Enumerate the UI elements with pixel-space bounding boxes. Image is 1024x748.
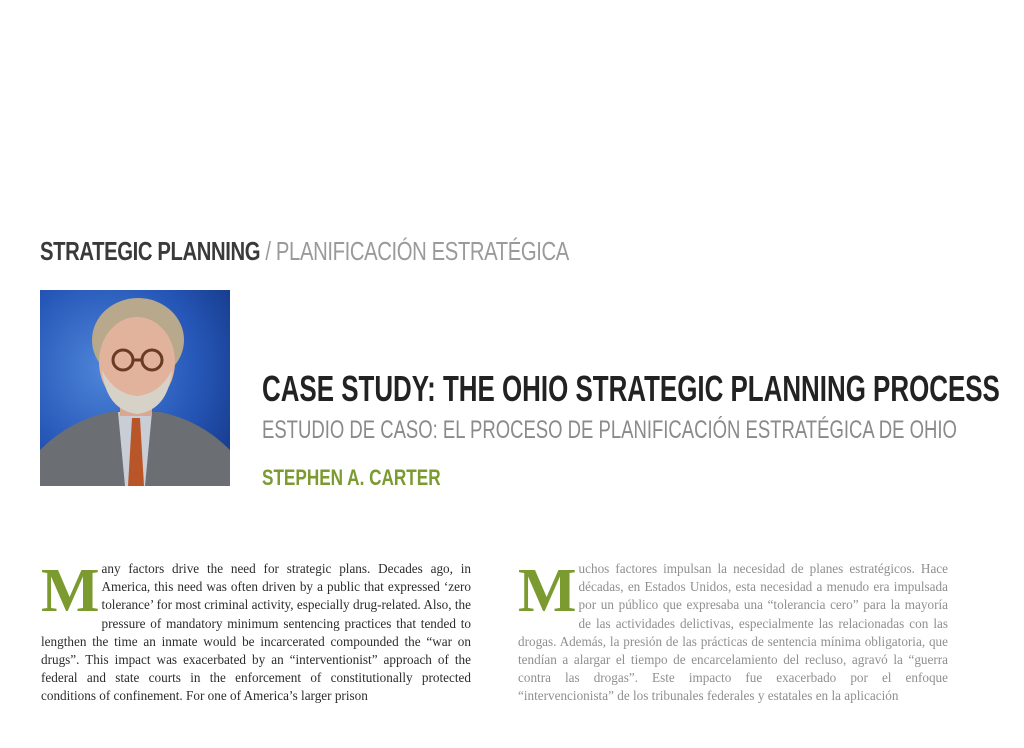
article-subtitle: ESTUDIO DE CASO: EL PROCESO DE PLANIFICACIÓN ESTRATÉGICA DE OHIO <box>262 416 957 444</box>
body-text-en: any factors drive the need for strategic plans. Decades ago, in America, this need was often driven by a public that expressed ‘zero tolerance’ for most criminal activity, especially drug-related. Also, the pressure of mandatory minimum sentencing practices that tended to lengthen the time an inmate would be incarcerated compounded the “war on drugs”. This impact was exacerbated by an “interventionist” approach of the federal and state courts in the enforcement of constitutionally protected conditions of confinement. For one of America’s larger prison <box>41 561 471 704</box>
section-label-es: PLANIFICACIÓN ESTRATÉGICA <box>275 236 569 266</box>
body-column-es <box>518 560 948 748</box>
dropcap-en: M <box>41 560 100 625</box>
section-label-en: STRATEGIC PLANNING <box>40 236 261 266</box>
body-text-es: uchos factores impulsan la necesidad de planes estratégicos. Hace décadas, en Estados Unidos, esta necesidad a menudo era impulsada por un público que expresaba una “tolerancia cero” para la mayoría de las actividades delictivas, especialmente las relacionadas con las drogas. Además, la presión de las prácticas de sentencia mínima obligatoria, que tendían a alargar el tiempo de encarcelamiento del recluso, agravó la “guerra contra las drogas”. Este impacto fue exacerbado por el enfoque “intervencionista” de los tribunales federales y estatales en la aplicación <box>518 561 948 704</box>
dropcap-es: M <box>518 560 577 625</box>
section-separator: / <box>260 236 276 266</box>
article-title: CASE STUDY: THE OHIO STRATEGIC PLANNING PROCESS <box>262 368 1000 409</box>
author-photo <box>40 290 230 486</box>
author-name: STEPHEN A. CARTER <box>262 465 441 490</box>
body-column-en <box>41 560 471 748</box>
section-header <box>40 236 569 267</box>
